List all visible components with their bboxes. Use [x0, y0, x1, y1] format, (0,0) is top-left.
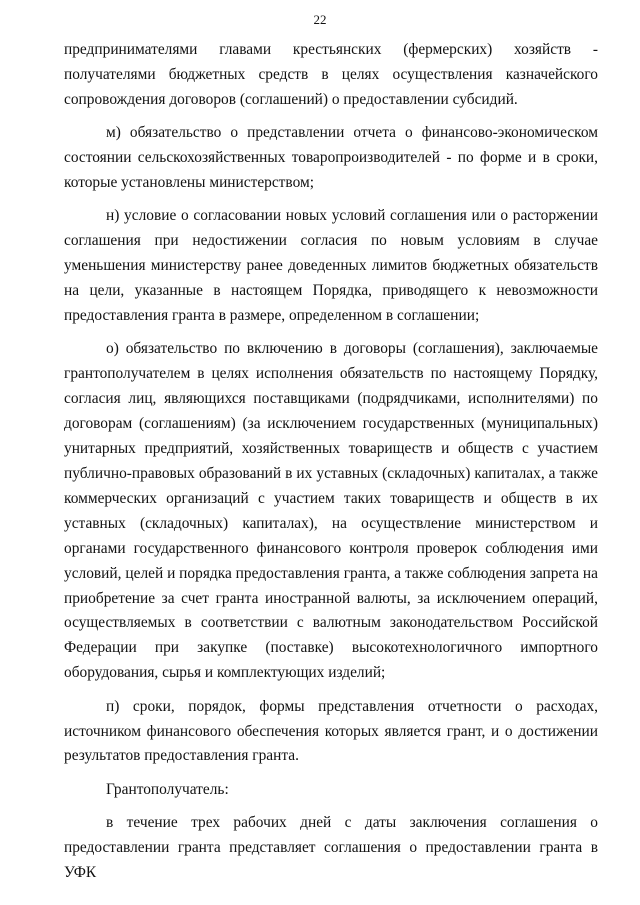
paragraph-item-p: п) сроки, порядок, формы представления отчетности о расходах, источником финансового обеспечения которых является грант, и о достижении результатов предоставления гранта. — [64, 697, 598, 765]
paragraph-continuation: предпринимателями главами крестьянских (фермерских) хозяйств - получателями бюджетных средств в целях осуществления казначейского сопровождения договоров (соглашений) о предоставлении субсидий. — [64, 41, 598, 108]
paragraph-item-m: м) обязательство о представлении отчета о финансово-экономическом состоянии сельскохозяйственных товаропроизводителей - по форме и в сроки, которые установлены министерством; — [64, 124, 598, 192]
page-number: 22 — [313, 12, 327, 27]
document-body — [64, 38, 598, 886]
paragraph-item-n: н) условие о согласовании новых условий соглашения или о расторжении соглашения при недостижении согласия по новым условиям в случае уменьшения министерству ранее доведенных лимитов бюджетных обязательств на цели, указанные в настоящем Порядка, приводящего к невозможности предоставления гранта в размере, определенном в соглашении; — [64, 207, 598, 325]
paragraph-grantee-obligation: в течение трех рабочих дней с даты заключения соглашения о предоставлении гранта представляет соглашения о предоставлении гранта в УФК — [64, 814, 598, 882]
paragraph-item-o: о) обязательство по включению в договоры (соглашения), заключаемые грантополучателем в целях исполнения обязательств по настоящему Порядку, согласия лиц, являющихся поставщиками (подрядчиками, исполнителями) по договорам (соглашениям) (за исключением государственных (муниципальных) унитарных предприятий, хозяйственных товариществ и обществ с участием публично-правовых образований в их уставных (складочных) капиталах, а также коммерческих организаций с участием таких товариществ и обществ в их уставных (складочных) капиталах), на осуществление министерством и органами государственного финансового контроля проверок соблюдения ими условий, целей и порядка предоставления гранта, а также соблюдения запрета на приобретение за счет гранта иностранной валюты, за исключением операций, осуществляемых в соответствии с валютным законодательством Российской Федерации при закупке (поставке) высокотехнологичного импортного оборудования, сырья и комплектующих изделий; — [64, 340, 598, 682]
grantee-heading: Грантополучатель: — [106, 780, 229, 798]
